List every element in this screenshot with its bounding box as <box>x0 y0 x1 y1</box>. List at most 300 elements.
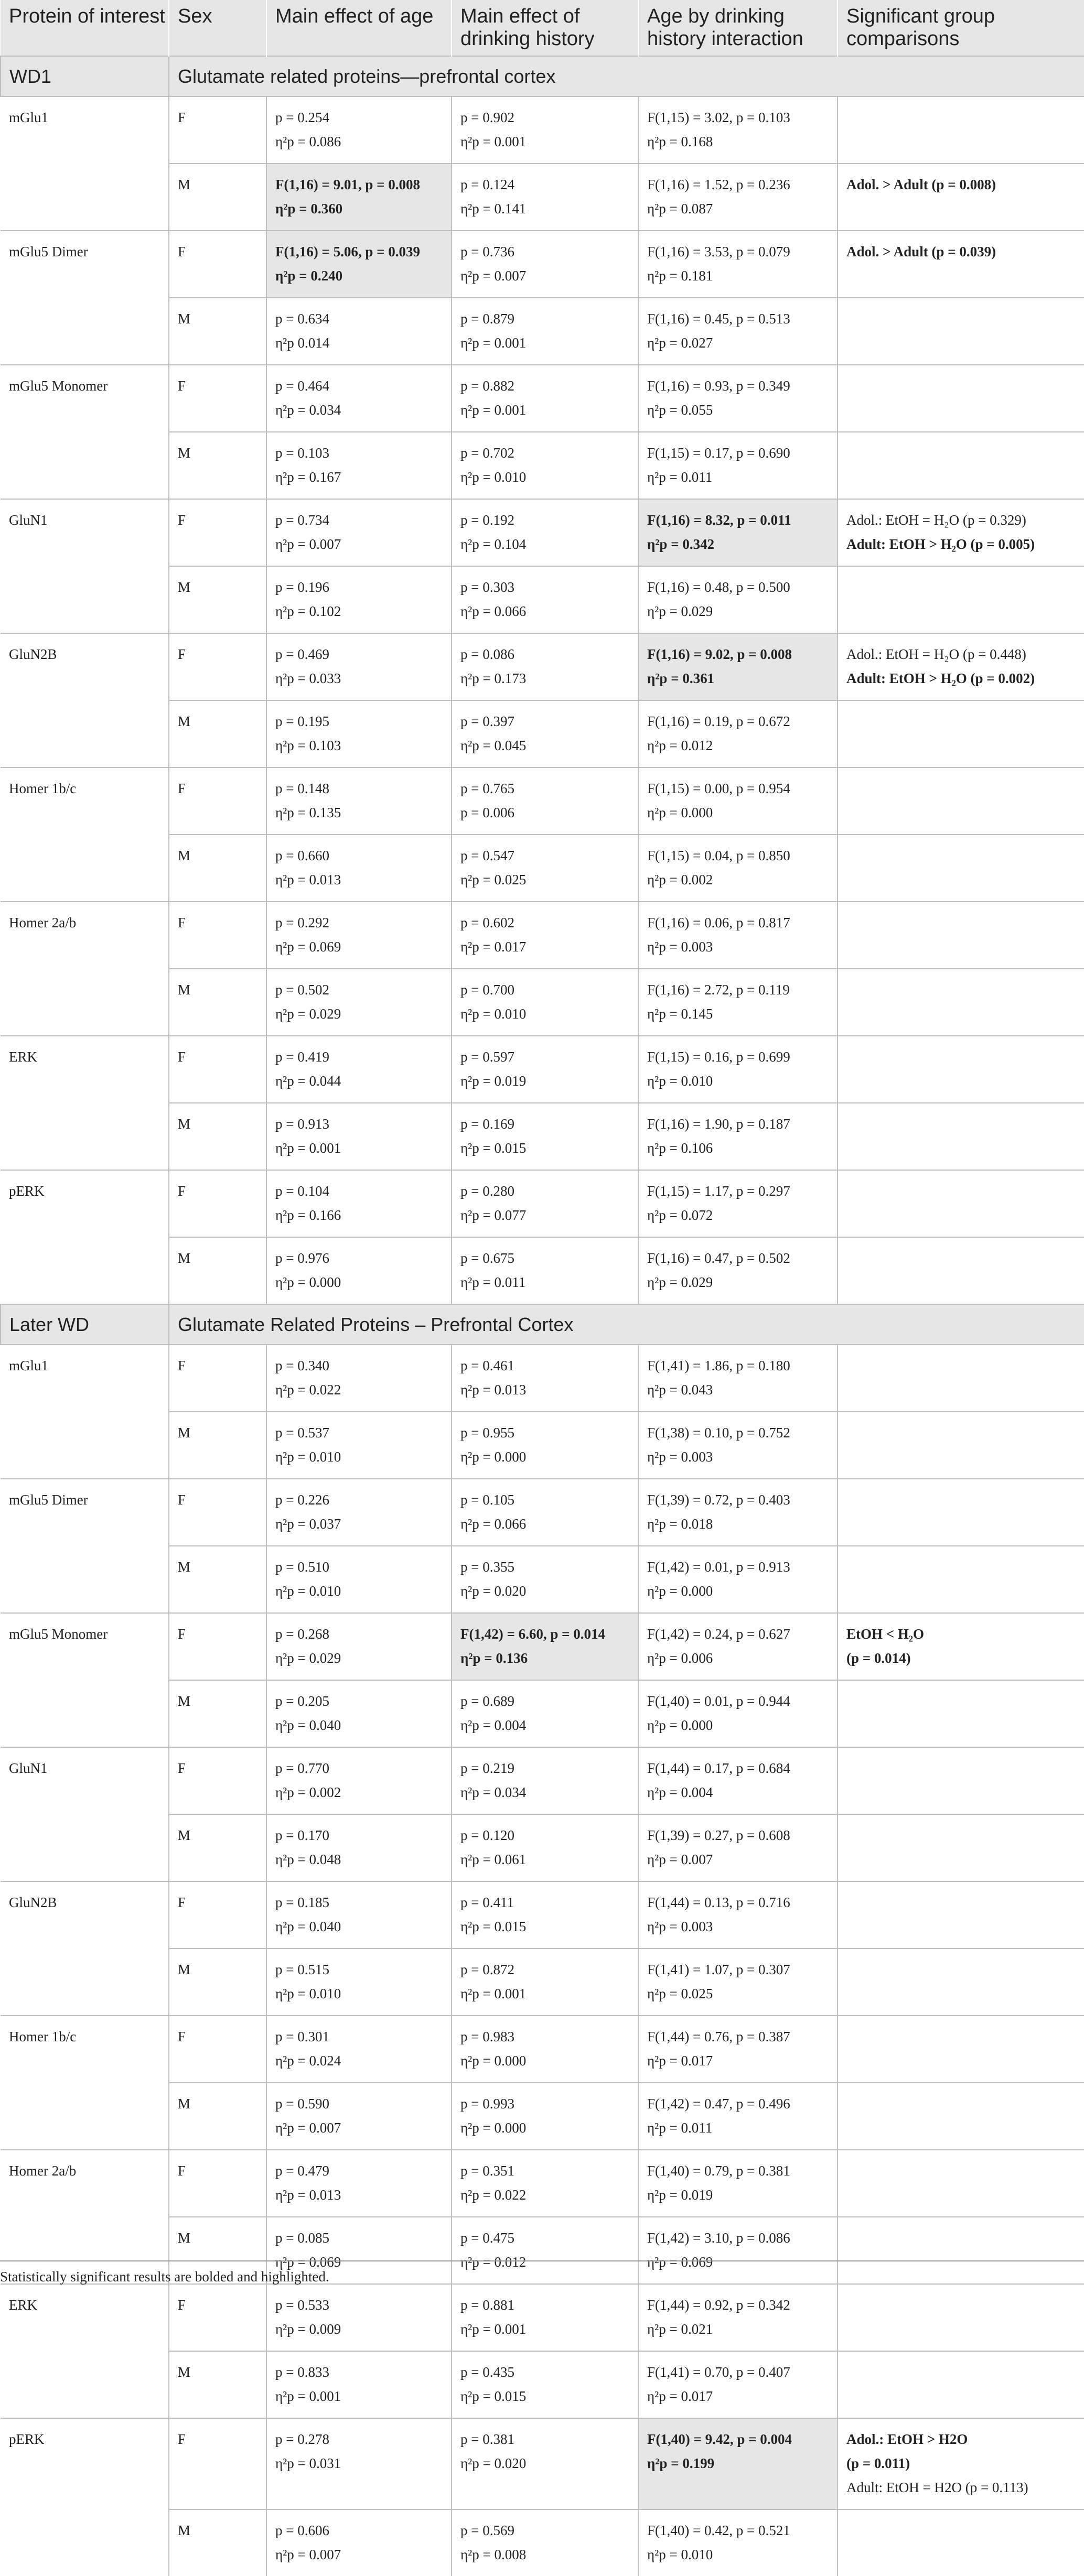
group-comparison-cell <box>838 231 1084 298</box>
group-comparison-cell <box>838 700 1084 767</box>
stat-line: η²p = 0.007 <box>460 268 527 284</box>
drinking-effect-cell <box>452 700 638 767</box>
protein-name: mGlu5 Dimer <box>1 231 169 365</box>
comparison-line: Adult: EtOH = H2O (p = 0.113) <box>846 2480 1028 2495</box>
protein-name: GluN1 <box>1 499 169 633</box>
interaction-cell <box>638 1412 838 1479</box>
table-footnote: Statistically significant results are bolded and highlighted. <box>0 2260 1084 2285</box>
stat-line: F(1,40) = 9.42, p = 0.004 <box>647 2431 792 2447</box>
stat-line: p = 0.660 <box>275 848 329 863</box>
stat-line: p = 0.355 <box>460 1559 514 1575</box>
interaction-cell <box>638 969 838 1036</box>
age-effect-cell <box>266 1036 452 1103</box>
age-effect-cell <box>266 1103 452 1170</box>
sex-cell: F <box>169 767 266 835</box>
stat-line: η²p = 0.145 <box>647 1006 713 1022</box>
group-comparison-cell <box>838 1680 1084 1747</box>
stat-line: η²p = 0.037 <box>275 1516 341 1532</box>
stat-line: F(1,16) = 5.06, p = 0.039 <box>275 244 421 259</box>
stat-line: η²p = 0.011 <box>460 1274 526 1290</box>
interaction-cell <box>638 2351 838 2418</box>
table-row <box>1 1170 1084 1237</box>
drinking-effect-cell <box>452 2150 638 2217</box>
drinking-effect-cell <box>452 1170 638 1237</box>
stat-line: p = 0.537 <box>275 1425 329 1441</box>
age-effect-cell <box>266 1479 452 1546</box>
drinking-effect-cell <box>452 969 638 1036</box>
group-comparison-cell <box>838 2509 1084 2576</box>
sex-cell: F <box>169 1613 266 1680</box>
stat-line: η²p = 0.010 <box>647 1073 713 1089</box>
stat-line: η²p = 0.199 <box>647 2455 715 2471</box>
interaction-cell <box>638 2016 838 2083</box>
stat-line: F(1,15) = 0.17, p = 0.690 <box>647 445 790 461</box>
stat-line: η²p = 0.020 <box>460 2455 527 2471</box>
group-comparison-cell <box>838 164 1084 231</box>
stat-line: η²p = 0.069 <box>647 2254 713 2270</box>
sex-cell: M <box>169 1680 266 1747</box>
stat-line: p = 0.734 <box>275 512 329 528</box>
stat-line: η²p = 0.360 <box>275 201 343 217</box>
stat-line: F(1,16) = 0.19, p = 0.672 <box>647 713 790 729</box>
stat-line: η²p = 0.003 <box>647 1919 713 1934</box>
stat-line: η²p = 0.020 <box>460 1583 527 1599</box>
sex-cell: M <box>169 1237 266 1304</box>
stat-line: p = 0.736 <box>460 244 514 259</box>
age-effect-cell <box>266 1747 452 1814</box>
stat-line: F(1,40) = 0.79, p = 0.381 <box>647 2163 790 2179</box>
stat-line: F(1,16) = 0.93, p = 0.349 <box>647 378 790 394</box>
stat-line: p = 0.606 <box>275 2523 329 2538</box>
table-row <box>1 1613 1084 1680</box>
protein-name: GluN1 <box>1 1747 169 1881</box>
protein-name: mGlu5 Monomer <box>1 1613 169 1747</box>
drinking-effect-cell <box>452 231 638 298</box>
group-comparison-cell <box>838 1949 1084 2016</box>
stat-line: η²p = 0.181 <box>647 268 713 284</box>
sex-cell: F <box>169 2150 266 2217</box>
stat-line: p = 0.105 <box>460 1492 514 1508</box>
stat-line: η²p = 0.010 <box>275 1583 341 1599</box>
stat-line: η²p = 0.008 <box>460 2547 527 2562</box>
stat-line: η²p = 0.077 <box>460 1207 527 1223</box>
stat-line: η²p = 0.000 <box>647 1717 713 1733</box>
drinking-effect-cell <box>452 499 638 566</box>
group-comparison-cell <box>838 566 1084 633</box>
protein-name: pERK <box>1 2418 169 2576</box>
stat-line: η²p = 0.087 <box>647 201 713 217</box>
stat-line: η²p = 0.010 <box>647 2547 713 2562</box>
stat-line: p = 0.219 <box>460 1760 514 1776</box>
stat-line: η²p 0.014 <box>275 335 330 351</box>
protein-name: GluN2B <box>1 633 169 767</box>
sex-cell: F <box>169 633 266 700</box>
table-body <box>1 56 1084 2576</box>
stat-line: p = 0.464 <box>275 378 329 394</box>
stat-line: η²p = 0.033 <box>275 670 341 686</box>
stat-line: F(1,15) = 0.00, p = 0.954 <box>647 781 790 796</box>
group-comparison-cell <box>838 432 1084 499</box>
stat-line: p = 0.124 <box>460 177 514 192</box>
stat-line: η²p = 0.019 <box>460 1073 527 1089</box>
stat-line: p = 0.602 <box>460 915 514 930</box>
stat-line: p = 0.976 <box>275 1250 329 1266</box>
interaction-cell <box>638 700 838 767</box>
stat-line: η²p = 0.001 <box>460 402 527 418</box>
table-row <box>1 365 1084 432</box>
comparison-line: Adult: EtOH > H₂O (p = 0.002) <box>846 670 1035 686</box>
interaction-cell <box>638 2083 838 2150</box>
sex-cell: F <box>169 2418 266 2509</box>
stat-line: p = 0.569 <box>460 2523 514 2538</box>
drinking-effect-cell <box>452 1881 638 1949</box>
drinking-effect-cell <box>452 164 638 231</box>
stat-line: η²p = 0.010 <box>460 1006 527 1022</box>
age-effect-cell <box>266 1170 452 1237</box>
stat-line: p = 0.085 <box>275 2230 329 2246</box>
stat-line: F(1,16) = 0.47, p = 0.502 <box>647 1250 790 1266</box>
sex-cell: F <box>169 499 266 566</box>
stat-line: F(1,15) = 3.02, p = 0.103 <box>647 110 790 125</box>
header-interaction: Age by drinking history interaction <box>638 0 838 56</box>
interaction-cell <box>638 499 838 566</box>
sex-cell: M <box>169 566 266 633</box>
interaction-cell <box>638 2284 838 2351</box>
table-row <box>1 633 1084 700</box>
sex-cell: M <box>169 2083 266 2150</box>
age-effect-cell <box>266 566 452 633</box>
stat-line: p = 0.086 <box>460 646 514 662</box>
drinking-effect-cell <box>452 1345 638 1412</box>
sex-cell: F <box>169 2016 266 2083</box>
sex-cell: M <box>169 700 266 767</box>
age-effect-cell <box>266 1613 452 1680</box>
interaction-cell <box>638 1881 838 1949</box>
age-effect-cell <box>266 2351 452 2418</box>
stat-line: F(1,15) = 0.04, p = 0.850 <box>647 848 790 863</box>
stat-line: η²p = 0.015 <box>460 1919 527 1934</box>
group-comparison-cell <box>838 767 1084 835</box>
drinking-effect-cell <box>452 1479 638 1546</box>
drinking-effect-cell <box>452 2509 638 2576</box>
stat-line: F(1,16) = 0.45, p = 0.513 <box>647 311 790 327</box>
stat-line: η²p = 0.012 <box>647 738 713 753</box>
stat-line: F(1,42) = 6.60, p = 0.014 <box>460 1626 606 1642</box>
stat-line: p = 0.397 <box>460 713 514 729</box>
drinking-effect-cell <box>452 1546 638 1613</box>
stat-line: p = 0.196 <box>275 579 329 595</box>
drinking-effect-cell <box>452 298 638 365</box>
section-label: Later WD <box>1 1304 169 1345</box>
stat-line: η²p = 0.011 <box>647 2120 713 2136</box>
stat-line: p = 0.475 <box>460 2230 514 2246</box>
comparison-line: EtOH < H₂O <box>846 1626 924 1642</box>
group-comparison-cell <box>838 902 1084 969</box>
sex-cell: M <box>169 1103 266 1170</box>
stat-line: p = 0.479 <box>275 2163 329 2179</box>
drinking-effect-cell <box>452 566 638 633</box>
interaction-cell <box>638 2509 838 2576</box>
protein-name: GluN2B <box>1 1881 169 2016</box>
protein-name: mGlu5 Monomer <box>1 365 169 499</box>
stat-line: F(1,44) = 0.13, p = 0.716 <box>647 1895 790 1910</box>
group-comparison-cell <box>838 633 1084 700</box>
stat-line: η²p = 0.025 <box>460 872 527 887</box>
stat-line: η²p = 0.029 <box>275 1006 341 1022</box>
section-title: Glutamate Related Proteins – Prefrontal Cortex <box>169 1304 1084 1345</box>
stat-line: p = 0.268 <box>275 1626 329 1642</box>
drinking-effect-cell <box>452 2284 638 2351</box>
stat-line: p = 0.254 <box>275 110 329 125</box>
stat-line: p = 0.351 <box>460 2163 514 2179</box>
sex-cell: F <box>169 1479 266 1546</box>
stat-line: F(1,16) = 3.53, p = 0.079 <box>647 244 790 259</box>
stat-line: η²p = 0.013 <box>275 2187 341 2203</box>
sex-cell: F <box>169 1036 266 1103</box>
stat-line: p = 0.340 <box>275 1358 329 1373</box>
stat-line: η²p = 0.013 <box>460 1382 527 1398</box>
drinking-effect-cell <box>452 1103 638 1170</box>
stat-line: η²p = 0.009 <box>275 2321 341 2337</box>
protein-name: ERK <box>1 1036 169 1170</box>
stat-line: η²p = 0.001 <box>460 134 527 149</box>
stat-line: η²p = 0.055 <box>647 402 713 418</box>
drinking-effect-cell <box>452 902 638 969</box>
stat-line: p = 0.765 <box>460 781 514 796</box>
age-effect-cell <box>266 432 452 499</box>
stat-line: F(1,42) = 0.47, p = 0.496 <box>647 2096 790 2112</box>
group-comparison-cell <box>838 2284 1084 2351</box>
stat-line: F(1,41) = 1.07, p = 0.307 <box>647 1962 790 1977</box>
sex-cell: F <box>169 902 266 969</box>
group-comparison-cell <box>838 365 1084 432</box>
stat-line: η²p = 0.000 <box>460 1449 527 1465</box>
interaction-cell <box>638 96 838 164</box>
stat-line: F(1,16) = 9.02, p = 0.008 <box>647 646 792 662</box>
table-row <box>1 2284 1084 2351</box>
interaction-cell <box>638 1747 838 1814</box>
section-label: WD1 <box>1 56 169 96</box>
table-row <box>1 2418 1084 2509</box>
stat-line: p = 0.192 <box>460 512 514 528</box>
group-comparison-cell <box>838 96 1084 164</box>
interaction-cell <box>638 835 838 902</box>
age-effect-cell <box>266 1412 452 1479</box>
stat-line: η²p = 0.015 <box>460 1140 527 1156</box>
group-comparison-cell <box>838 1546 1084 1613</box>
header-age-effect: Main effect of age <box>266 0 452 56</box>
interaction-cell <box>638 2418 838 2509</box>
stat-line: F(1,16) = 0.06, p = 0.817 <box>647 915 790 930</box>
stat-line: η²p = 0.040 <box>275 1717 341 1733</box>
protein-name: Homer 1b/c <box>1 2016 169 2150</box>
stat-line: F(1,42) = 3.10, p = 0.086 <box>647 2230 790 2246</box>
drinking-effect-cell <box>452 96 638 164</box>
stat-line: η²p = 0.066 <box>460 603 527 619</box>
age-effect-cell <box>266 2083 452 2150</box>
stat-line: F(1,42) = 0.24, p = 0.627 <box>647 1626 790 1642</box>
drinking-effect-cell <box>452 835 638 902</box>
stat-line: η²p = 0.022 <box>460 2187 527 2203</box>
stat-line: p = 0.879 <box>460 311 514 327</box>
sex-cell: F <box>169 96 266 164</box>
stat-line: p = 0.205 <box>275 1693 329 1709</box>
stat-line: p = 0.120 <box>460 1827 514 1843</box>
group-comparison-cell <box>838 1881 1084 1949</box>
stat-line: p = 0.983 <box>460 2029 514 2044</box>
age-effect-cell <box>266 1546 452 1613</box>
stat-line: η²p = 0.021 <box>647 2321 713 2337</box>
interaction-cell <box>638 1103 838 1170</box>
interaction-cell <box>638 164 838 231</box>
age-effect-cell <box>266 835 452 902</box>
table-row <box>1 1036 1084 1103</box>
stat-line: p = 0.104 <box>275 1183 329 1199</box>
stat-line: p = 0.280 <box>460 1183 514 1199</box>
stat-line: η²p = 0.011 <box>647 469 713 485</box>
group-comparison-cell <box>838 1814 1084 1881</box>
stat-line: F(1,40) = 0.42, p = 0.521 <box>647 2523 790 2538</box>
stat-line: p = 0.148 <box>275 781 329 796</box>
stat-line: p = 0.872 <box>460 1962 514 1977</box>
age-effect-cell <box>266 2418 452 2509</box>
table-row <box>1 2150 1084 2217</box>
protein-name: Homer 1b/c <box>1 767 169 902</box>
stat-line: η²p = 0.045 <box>460 738 527 753</box>
sex-cell: F <box>169 1345 266 1412</box>
group-comparison-cell <box>838 2418 1084 2509</box>
table-row <box>1 499 1084 566</box>
stat-line: η²p = 0.029 <box>275 1650 341 1666</box>
stat-line: p = 0.902 <box>460 110 514 125</box>
comparison-line: Adol. > Adult (p = 0.008) <box>846 177 996 192</box>
interaction-cell <box>638 432 838 499</box>
stat-line: η²p = 0.013 <box>275 872 341 887</box>
age-effect-cell <box>266 1680 452 1747</box>
section-row <box>1 56 1084 96</box>
stat-line: η²p = 0.006 <box>647 1650 713 1666</box>
interaction-cell <box>638 902 838 969</box>
stat-line: η²p = 0.135 <box>275 805 341 820</box>
group-comparison-cell <box>838 298 1084 365</box>
stat-line: p = 0.510 <box>275 1559 329 1575</box>
sex-cell: M <box>169 969 266 1036</box>
stat-line: η²p = 0.166 <box>275 1207 341 1223</box>
stat-line: η²p = 0.072 <box>647 1207 713 1223</box>
stat-line: p = 0.700 <box>460 982 514 998</box>
group-comparison-cell <box>838 1103 1084 1170</box>
table-row <box>1 1881 1084 1949</box>
sex-cell: M <box>169 1546 266 1613</box>
drinking-effect-cell <box>452 1680 638 1747</box>
comparison-line: (p = 0.014) <box>846 1650 911 1666</box>
stat-line: p = 0.435 <box>460 2364 514 2380</box>
comparison-line: (p = 0.011) <box>846 2455 910 2471</box>
table-header <box>1 0 1084 56</box>
group-comparison-cell <box>838 1036 1084 1103</box>
stat-line: p = 0.770 <box>275 1760 329 1776</box>
stat-line: η²p = 0.086 <box>275 134 341 149</box>
interaction-cell <box>638 1036 838 1103</box>
stat-line: p = 0.689 <box>460 1693 514 1709</box>
stat-line: η²p = 0.007 <box>275 2547 341 2562</box>
drinking-effect-cell <box>452 1747 638 1814</box>
sex-cell: M <box>169 432 266 499</box>
stat-line: p = 0.634 <box>275 311 329 327</box>
stat-line: F(1,44) = 0.92, p = 0.342 <box>647 2297 790 2313</box>
stat-line: η²p = 0.015 <box>460 2388 527 2404</box>
stat-line: η²p = 0.103 <box>275 738 341 753</box>
stat-line: η²p = 0.104 <box>460 536 527 552</box>
stat-line: η²p = 0.017 <box>460 939 527 955</box>
stat-line: η²p = 0.240 <box>275 268 343 284</box>
age-effect-cell <box>266 2509 452 2576</box>
stat-line: η²p = 0.167 <box>275 469 341 485</box>
comparison-line: Adol. > Adult (p = 0.039) <box>846 244 996 259</box>
sex-cell: F <box>169 231 266 298</box>
age-effect-cell <box>266 902 452 969</box>
stat-line: p = 0.301 <box>275 2029 329 2044</box>
sex-cell: M <box>169 164 266 231</box>
stat-line: F(1,41) = 1.86, p = 0.180 <box>647 1358 790 1373</box>
group-comparison-cell <box>838 1747 1084 1814</box>
stat-line: p = 0.702 <box>460 445 514 461</box>
stat-line: η²p = 0.034 <box>275 402 341 418</box>
age-effect-cell <box>266 1237 452 1304</box>
age-effect-cell <box>266 164 452 231</box>
sex-cell: M <box>169 2217 266 2284</box>
stat-line: η²p = 0.168 <box>647 134 713 149</box>
stat-line: η²p = 0.010 <box>275 1986 341 2001</box>
drinking-effect-cell <box>452 767 638 835</box>
age-effect-cell <box>266 1345 452 1412</box>
stat-line: p = 0.170 <box>275 1827 329 1843</box>
stat-line: η²p = 0.007 <box>275 2120 341 2136</box>
interaction-cell <box>638 365 838 432</box>
stat-line: p = 0.881 <box>460 2297 514 2313</box>
table-row <box>1 1747 1084 1814</box>
group-comparison-cell <box>838 2150 1084 2217</box>
age-effect-cell <box>266 2016 452 2083</box>
group-comparison-cell <box>838 499 1084 566</box>
stat-line: η²p = 0.003 <box>647 1449 713 1465</box>
stat-line: η²p = 0.136 <box>460 1650 528 1666</box>
stat-line: η²p = 0.017 <box>647 2053 713 2069</box>
drinking-effect-cell <box>452 2016 638 2083</box>
drinking-effect-cell <box>452 1814 638 1881</box>
drinking-effect-cell <box>452 1036 638 1103</box>
stat-line: η²p = 0.001 <box>460 2321 527 2337</box>
group-comparison-cell <box>838 1345 1084 1412</box>
sex-cell: M <box>169 298 266 365</box>
drinking-effect-cell <box>452 1412 638 1479</box>
stat-line: η²p = 0.361 <box>647 670 715 686</box>
sex-cell: F <box>169 1170 266 1237</box>
protein-name: mGlu5 Dimer <box>1 1479 169 1613</box>
age-effect-cell <box>266 969 452 1036</box>
stat-line: η²p = 0.034 <box>460 1784 527 1800</box>
comparison-line: Adult: EtOH > H₂O (p = 0.005) <box>846 536 1035 552</box>
stat-line: p = 0.833 <box>275 2364 329 2380</box>
stat-line: p = 0.292 <box>275 915 329 930</box>
stat-line: F(1,16) = 9.01, p = 0.008 <box>275 177 421 192</box>
stat-line: η²p = 0.102 <box>275 603 341 619</box>
interaction-cell <box>638 566 838 633</box>
stat-line: η²p = 0.044 <box>275 1073 341 1089</box>
interaction-cell <box>638 633 838 700</box>
sex-cell: M <box>169 1412 266 1479</box>
stat-line: η²p = 0.029 <box>647 603 713 619</box>
